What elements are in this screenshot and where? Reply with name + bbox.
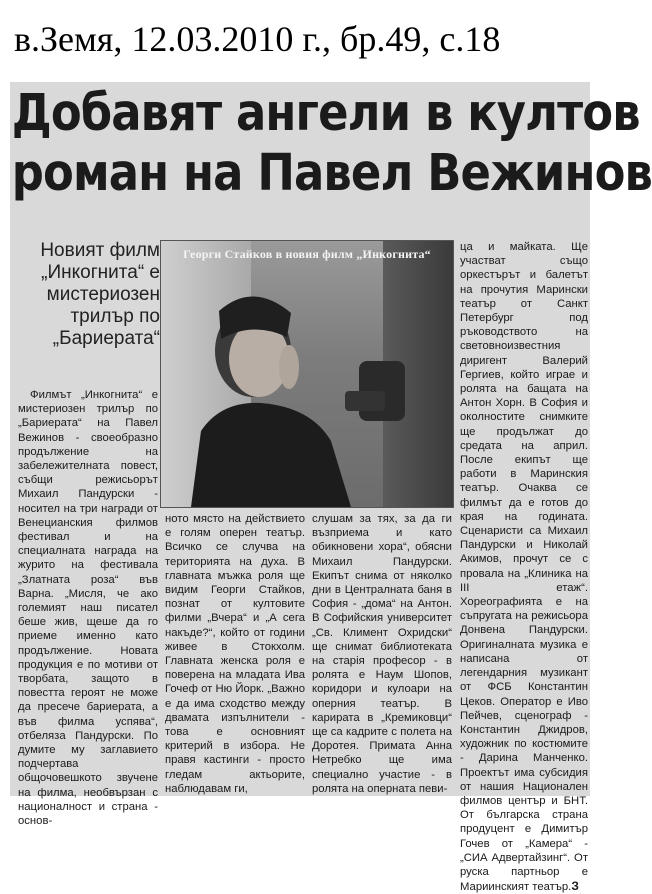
- photo-caption: Георги Стайков в новия филм „Инкогнита“: [183, 247, 431, 261]
- article-photo: [160, 240, 454, 508]
- column-4-text: [460, 240, 588, 894]
- column-1-text: Филмът „Инкогнита“ е мистериозен трилър по „Бариерата“ на Павел Вежинов - своеобразно продължение на забележителната повест, събщи режисьорът Михаил Пандурски - носител на три награди от Венецианския филмов фестивал и на специалната награда на журито на фестивала „Златната роза“ във Варна. „Мисля, че ако големият наш писател беше жив, щеше да го приеме именно като продължение. Новата продукция е по мотиви от творбата, защото в повестта героят не може да пресече бариерата, а във филма успява“, отбеляза Пандурски. По думите му заглавието подчертава общочовешкото звучене на филма, необвързан с националност и страна - основ-: [18, 389, 158, 828]
- article-column-3: [312, 512, 452, 796]
- column-2-text: ното място на действието е голям оперен театър. Всичко се случва на територията на духа. В главната мъжка роля ще видим Георги Стайков, познат от култовите филми „Вчера“ и „А сега накъде?“, който от години живее в Стокхолм. Главната женска роля е поверена на младата Ива Гочеф от Ню Йорк. „Важно е да има сходство между двамата изпълнители - това е основният критерий в избора. Не правя кастинги - просто гледам актьорите, наблюдавам ги,: [165, 513, 305, 795]
- photo-figure: [161, 241, 453, 507]
- column-4-body: ца и майката. Ще участват също оркестърът и балетът на прочутия Марински театър от Санкт Петербург под ръководството на световноизвестния диригент Валерий Гергиев, който играе и ролята на бащата на Антон Хорн. В София и околностите снимките ще продължат до средата на април. После екипът ще работи в Маринския театър. Очаква се филмът да е готов до края на годината. Сценаристи са Михаил Пандурски и Николай Акимов, прочут се с провала на „Клиника на III етаж“. Хореографията е на съпругата на режисьора Донвена Пандурски. Оригиналната музика е написана от легендарния музикант от ФСБ Константин Цеков. Оператор е Иво Пейчев, сценограф - Константин Джидров, художник по костюмите - Дарина Манченко. Проектът има субсидия от нашия Национален филмов център и БНТ. От българска страна продуцент е Димитър Гочев от „Камера“ - „СИА Адвертайзинг“. От руска партньор е Мариинският театър.: [460, 241, 588, 894]
- article-column-1: [18, 388, 158, 828]
- newspaper-clipping: [10, 82, 652, 894]
- article-column-2: [165, 512, 305, 796]
- headline: [10, 84, 652, 204]
- author-signature: З: [571, 879, 579, 894]
- article-column-4: [460, 240, 588, 894]
- source-line: в.Земя, 12.03.2010 г., бр.49, с.18: [0, 0, 614, 78]
- headline-line-2: роман на Павел Вежинов: [11, 144, 652, 203]
- subheadline: Новият филм „Инкогнита“ е мистериозен трилър по „Бариерата“: [40, 240, 160, 349]
- column-3-text: слушам за тях, за да ги възприема и като обикновени хора“, обясни Михаил Пандурски. Екипът снима от няколко дни в Централната баня в София - „дома“ на Антон. В Софийския университет „Св. Климент Охридски“ ще снимат библиотеката на старія професор - в ролята е Наум Шопов, коридори и кулоари на оперния театър. В карирата в „Кремиковци“ ще са кадрите с полета на Доротея. Примата Анна Нетребко ще има специално участие - в ролята на оперната певи-: [312, 513, 452, 795]
- headline-line-1: Добавят ангели в култов: [11, 84, 640, 143]
